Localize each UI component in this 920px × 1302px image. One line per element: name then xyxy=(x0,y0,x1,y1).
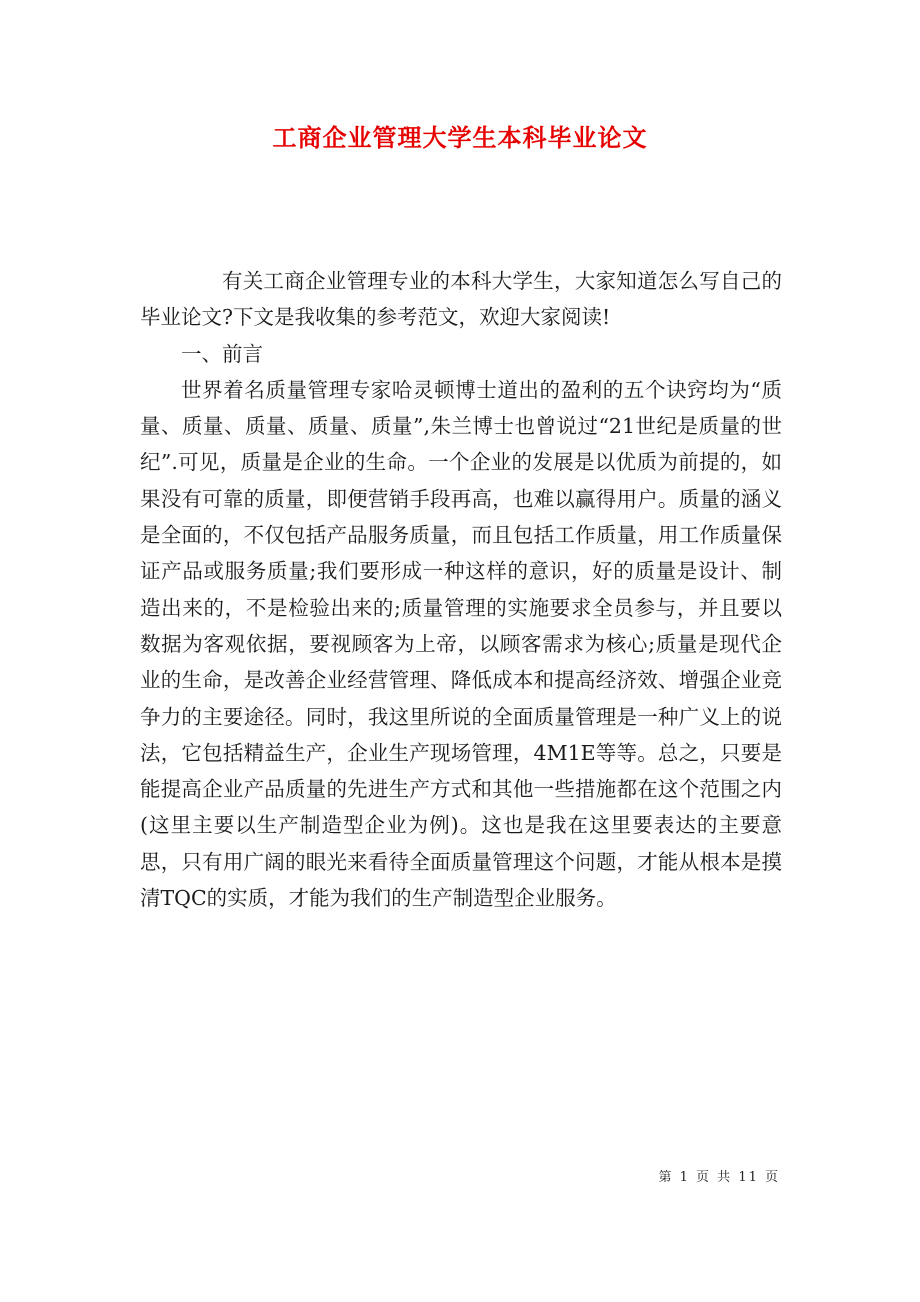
page-number-footer: 第 1 页 共 11 页 xyxy=(658,1170,780,1185)
document-title: 工商企业管理大学生本科毕业论文 xyxy=(272,124,648,152)
body-paragraph: 世界着名质量管理专家哈灵顿博士道出的盈利的五个诀窍均为“质量、质量、质量、质量、质量”,朱兰博士也曾说过“21世纪是质量的世纪”.可见，质量是企业的生命。一个企业的发展是以优质为前提的，如果没有可靠的质量，即便营销手段再高，也难以赢得用户。质量的涵义是全面的，不仅包括产品服务质量，而且包括工作质量，用工作质量保证产品或服务质量;我们要形成一种这样的意识，好的质量是设计、制造出来的，不是检验出来的;质量管理的实施要求全员参与，并且要以数据为客观依据，要视顾客为上帝，以顾客需求为核心;质量是现代企业的生命，是改善企业经营管理、降低成本和提高经济效、增强企业竞争力的主要途径。同时，我这里所说的全面质量管理是一种广义上的说法，它包括精益生产，企业生产现场管理，4M1E等等。总之，只要是能提高企业产品质量的先进生产方式和其他一些措施都在这个范围之内(这里主要以生产制造型企业为例)。这也是我在这里要表达的主要意思，只有用广阔的眼光来看待全面质量管理这个问题，才能从根本是摸清TQC的实质，才能为我们的生产制造型企业服务。 xyxy=(140,377,782,911)
document-body xyxy=(140,263,782,916)
intro-paragraph: 有关工商企业管理专业的本科大学生，大家知道怎么写自己的毕业论文?下文是我收集的参考范文，欢迎大家阅读! xyxy=(140,269,782,330)
section-heading-preface: 一、前言 xyxy=(181,341,263,366)
